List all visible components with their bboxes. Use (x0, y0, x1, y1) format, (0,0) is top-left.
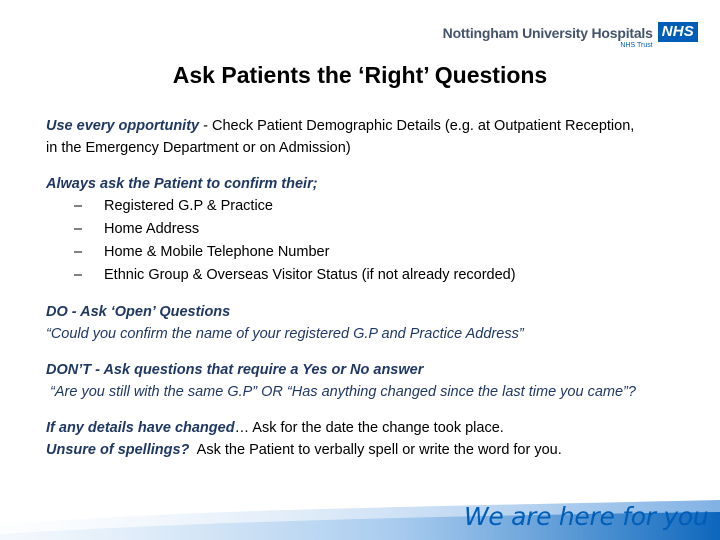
spellings-rest: Ask the Patient to verbally spell or write the word for you. (189, 442, 562, 458)
opportunity-lead: Use every opportunity (46, 118, 200, 134)
trust-label: NHS Trust (620, 42, 653, 49)
block-opportunity (46, 115, 706, 159)
footer-slogan: We are here for you (464, 502, 709, 531)
spellings-line (46, 439, 706, 461)
dash-bullet: – (74, 221, 83, 237)
changes-lead: If any details have changed (46, 420, 235, 436)
list-item-text: Ethnic Group & Overseas Visitor Status (if not already recorded) (104, 267, 516, 283)
block-confirm (46, 173, 706, 287)
slide-title: Ask Patients the ‘Right’ Questions (172, 62, 548, 88)
nuh-logo (443, 22, 698, 49)
list-item (46, 195, 706, 218)
spellings-lead: Unsure of spellings? (46, 442, 190, 458)
dont-lead: DON’T - Ask questions that require a Yes or No answer (46, 362, 424, 378)
org-name: Nottingham University Hospitals (442, 25, 653, 41)
confirm-lead: Always ask the Patient to confirm their; (46, 176, 318, 192)
list-item (46, 264, 706, 287)
list-item-text: Registered G.P & Practice (104, 198, 273, 214)
do-example: “Could you confirm the name of your registered G.P and Practice Address” (46, 326, 524, 342)
list-item-text: Home & Mobile Telephone Number (104, 244, 330, 260)
changes-rest: … Ask for the date the change took place. (234, 420, 504, 436)
opportunity-rest-1: - Check Patient Demographic Details (e.g. at Outpatient Reception, (199, 118, 635, 134)
opportunity-rest-2: in the Emergency Department or on Admission) (46, 140, 351, 156)
block-do (46, 301, 706, 345)
do-lead: DO - Ask ‘Open’ Questions (46, 304, 231, 320)
dash-bullet: – (74, 198, 83, 214)
logo-text (443, 22, 653, 49)
opportunity-line-1 (46, 115, 706, 137)
slide-content (46, 115, 706, 461)
list-item-text: Home Address (104, 221, 200, 237)
changes-line (46, 417, 706, 439)
block-changes (46, 417, 706, 461)
dash-bullet: – (74, 267, 83, 283)
block-dont (46, 359, 706, 403)
dont-example: “Are you still with the same G.P” OR “Has anything changed since the last time you came”? (46, 384, 636, 400)
list-item (46, 218, 706, 241)
list-item (46, 241, 706, 264)
dash-bullet: – (74, 244, 83, 260)
nhs-logo-badge: NHS (658, 22, 698, 42)
